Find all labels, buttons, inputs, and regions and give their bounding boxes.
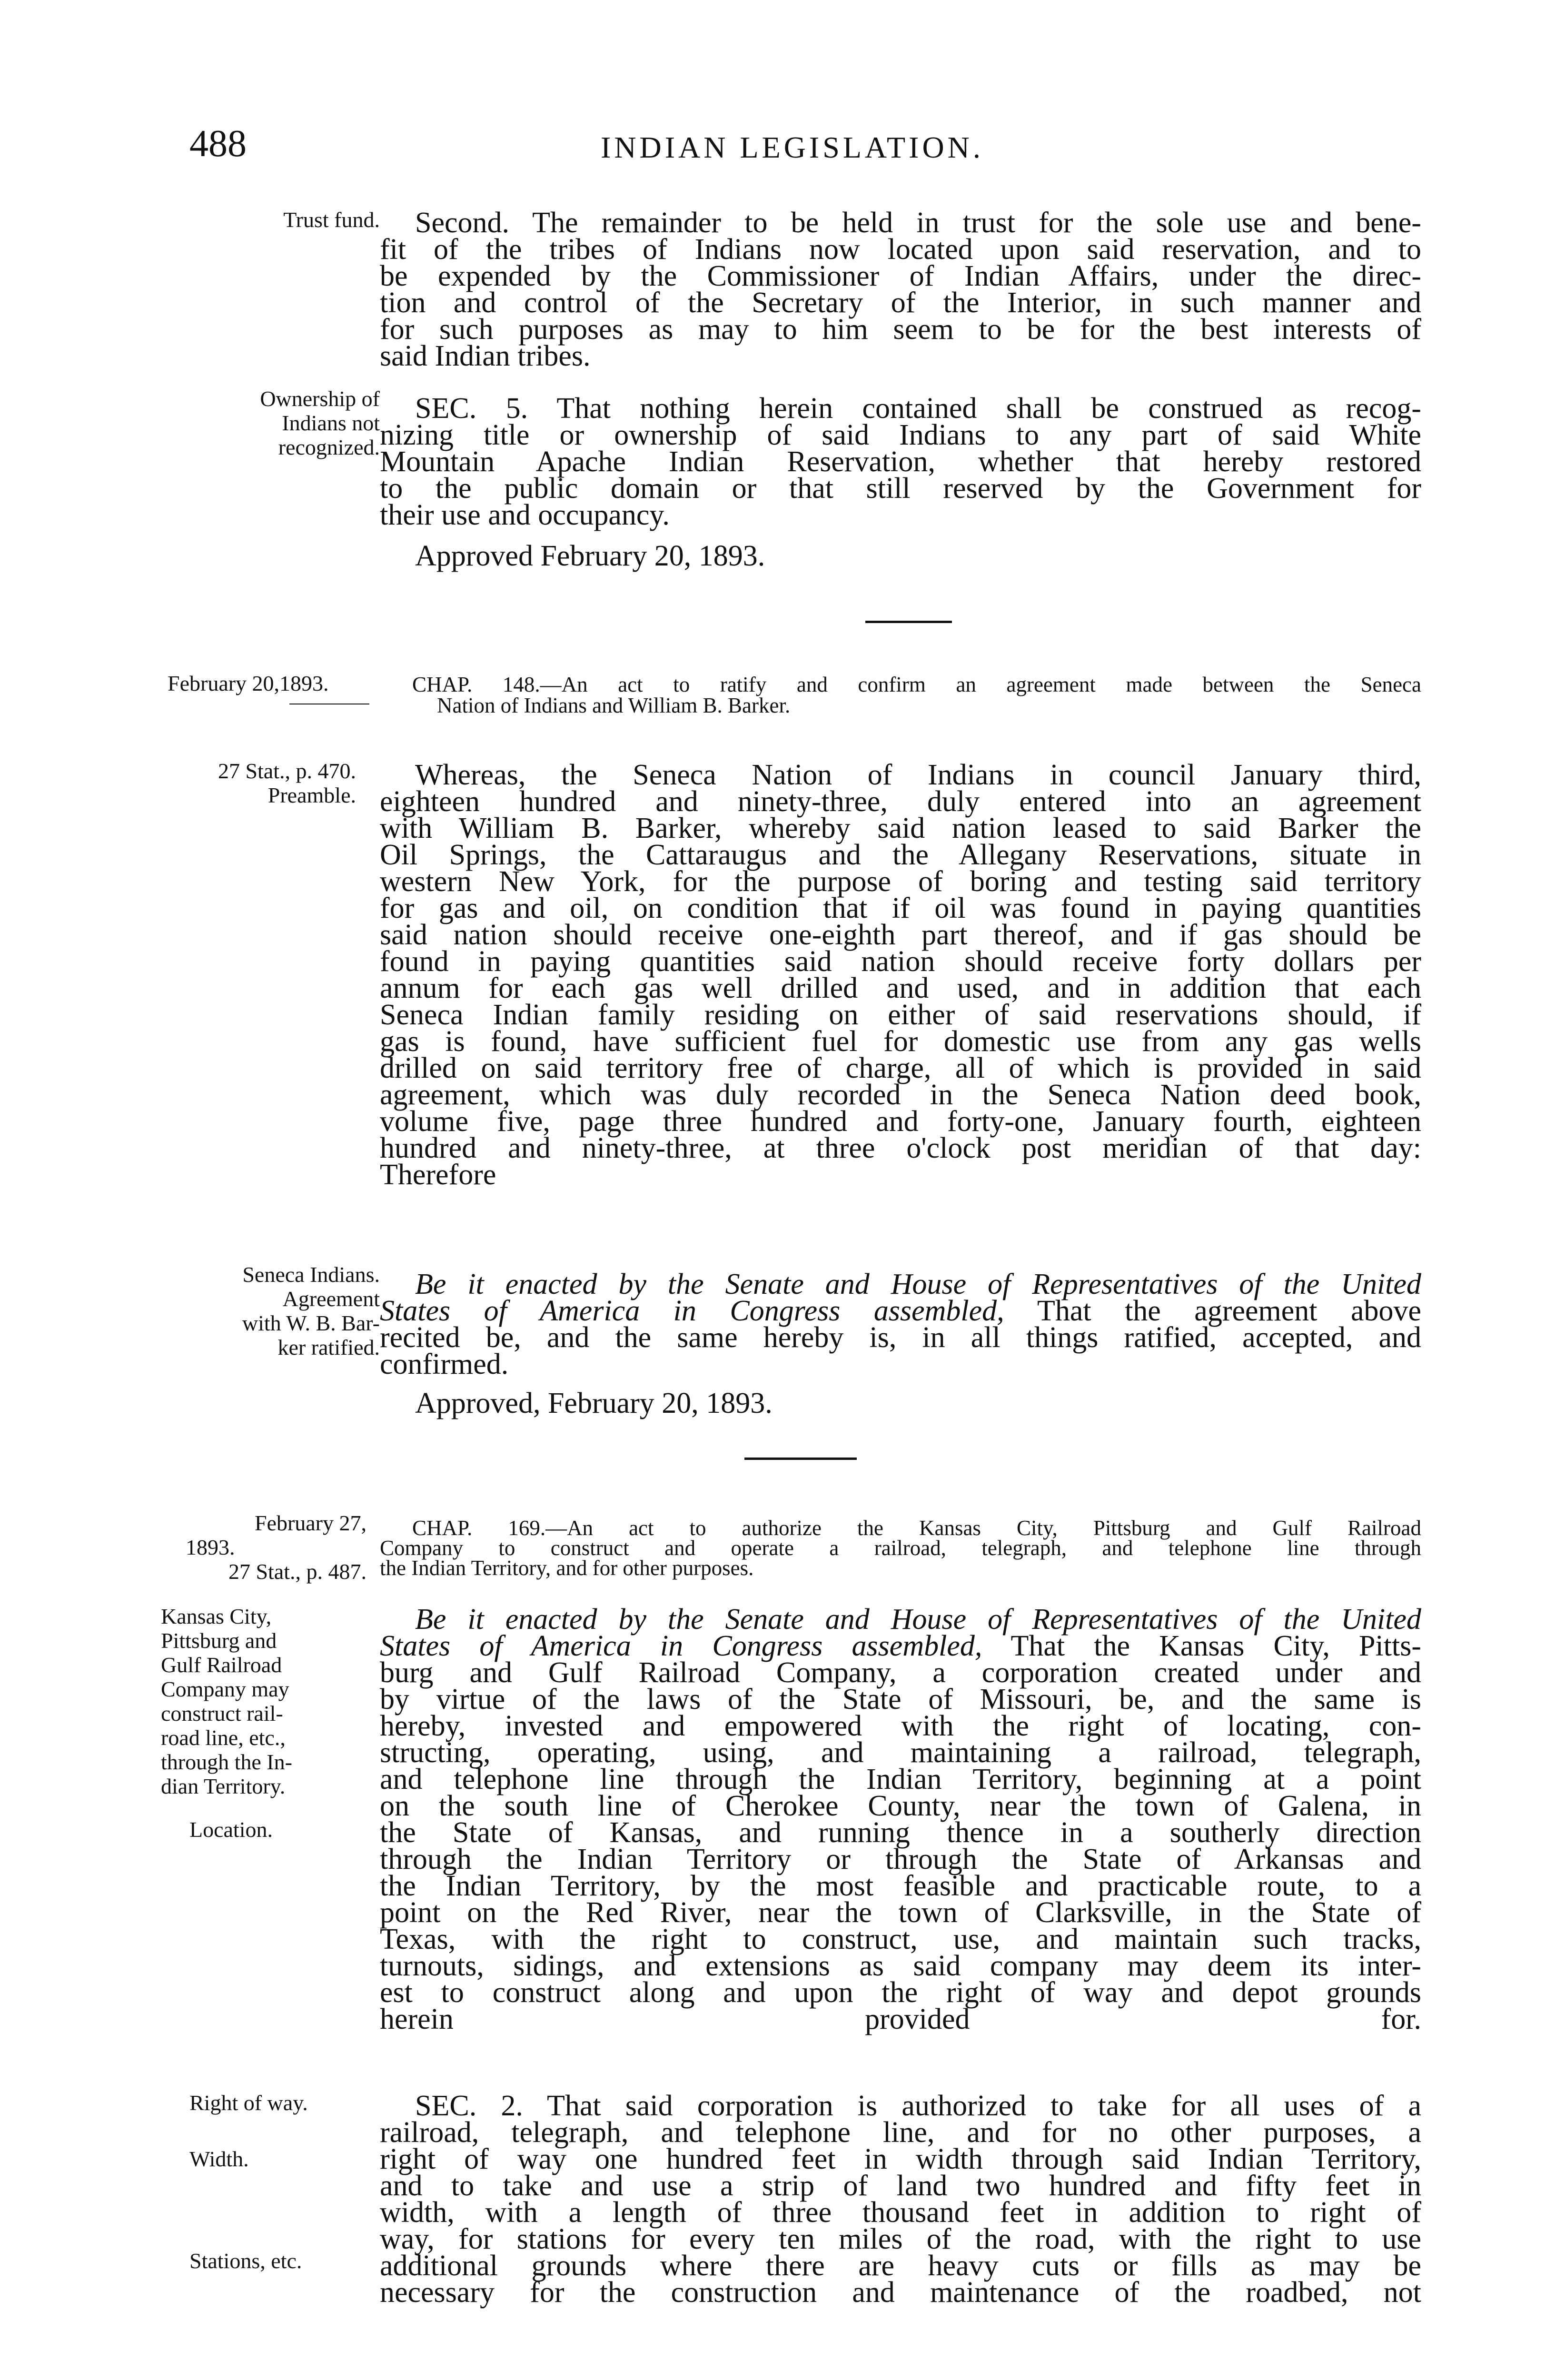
text-line: confirmed. <box>380 1348 509 1380</box>
section-divider <box>865 621 952 623</box>
chapter-title-line: Company to construct and operate a railroad, telegraph, and telephone line through <box>380 1536 1421 1560</box>
text-line: for such purposes as may to him seem to be for the best interests of <box>380 313 1421 346</box>
text-line: eighteen hundred and ninety-three, duly entered into an agreement <box>380 785 1421 818</box>
text-line: on the south line of Cherokee County, near the town of Galena, in <box>380 1790 1421 1822</box>
margin-date-chap169: February 27, 1893. 27 Stat., p. 487. <box>186 1511 366 1584</box>
text-line: said nation should receive one-eighth part thereof, and if gas should be <box>380 919 1421 951</box>
enacting-clause: Be it enacted by the Senate and House of Representatives of the United <box>415 1268 1421 1300</box>
text-line: burg and Gulf Railroad Company, a corporation created under and <box>380 1656 1421 1689</box>
margin-date-chap148: February 20,1893. <box>168 671 329 695</box>
approved-line: Approved February 20, 1893. <box>415 540 765 572</box>
text-line: nizing title or ownership of said Indians to any part of said White <box>380 419 1421 451</box>
text-line: the Indian Territory, by the most feasible and practicable route, to a <box>380 1870 1421 1902</box>
text-line: width, with a length of three thousand feet in addition to right of <box>380 2196 1421 2229</box>
text-line: hereby, invested and empowered with the right of locating, con- <box>380 1710 1421 1742</box>
running-title: INDIAN LEGISLATION. <box>601 130 984 164</box>
page-number: 488 <box>189 123 247 165</box>
text-line: Mountain Apache Indian Reservation, whether that hereby restored <box>380 446 1421 478</box>
text-line: way, for stations for every ten miles of the road, with the right to use <box>380 2223 1421 2255</box>
text-line: for gas and oil, on condition that if oil was found in paying quantities <box>380 892 1421 924</box>
section-divider <box>744 1458 857 1460</box>
margin-note-location: Location. <box>189 1817 273 1842</box>
text-line: agreement, which was duly recorded in the Seneca Nation deed book, <box>380 1079 1421 1111</box>
chapter-title-line: Nation of Indians and William B. Barker. <box>437 694 791 717</box>
text-line: western New York, for the purpose of boring and testing said territory <box>380 865 1421 898</box>
enacting-clause: States of America in Congress assembled, That the agreement above <box>380 1295 1421 1327</box>
margin-note-stations: Stations, etc. <box>189 2249 302 2273</box>
enacting-clause: Be it enacted by the Senate and House of Representatives of the United <box>415 1603 1421 1636</box>
text-line: Second. The remainder to be held in trust for the sole use and bene- <box>415 207 1421 239</box>
text-line: hundred and ninety-three, at three o'clock post meridian of that day: <box>380 1132 1421 1164</box>
margin-note-ownership: Ownership of Indians not recognized. <box>260 387 380 459</box>
text-line: herein provided for. <box>380 2003 1421 2035</box>
text-line: their use and occupancy. <box>380 499 670 531</box>
text-line: structing, operating, using, and maintaining a railroad, telegraph, <box>380 1736 1421 1769</box>
text-line: SEC. 5. That nothing herein contained shall be construed as recog- <box>415 392 1421 425</box>
text-line: to the public domain or that still reserved by the Government for <box>380 472 1421 505</box>
text-line: annum for each gas well drilled and used, and in addition that each <box>380 972 1421 1004</box>
text-line: right of way one hundred feet in width through said Indian Territory, <box>380 2143 1421 2175</box>
text-line: said Indian tribes. <box>380 340 591 372</box>
text-line: Texas, with the right to construct, use, and maintain such tracks, <box>380 1923 1421 1955</box>
enacting-clause: States of America in Congress assembled, That the Kansas City, Pitts- <box>380 1630 1421 1662</box>
text-line: turnouts, sidings, and extensions as said company may deem its inter- <box>380 1950 1421 1982</box>
text-line: railroad, telegraph, and telephone line, and for no other purposes, a <box>380 2116 1421 2149</box>
text-line: drilled on said territory free of charge, all of which is provided in said <box>380 1052 1421 1084</box>
text-line: tion and control of the Secretary of the Interior, in such manner and <box>380 287 1421 319</box>
chapter-title-line: CHAP. 148.—An act to ratify and confirm an agreement made between the Seneca <box>412 673 1421 696</box>
text-line: found in paying quantities said nation should receive forty dollars per <box>380 945 1421 978</box>
margin-note-kansas-city: Kansas City, Pittsburg and Gulf Railroad Company may construct rail- road line, etc., through the In- dian Territory. <box>161 1604 292 1798</box>
text-line: with William B. Barker, whereby said nation leased to said Barker the <box>380 812 1421 844</box>
margin-note-seneca: Seneca Indians. Agreement with W. B. Bar- ker ratified. <box>242 1262 380 1359</box>
text-line: necessary for the construction and maintenance of the roadbed, not <box>380 2276 1421 2309</box>
text-line: volume five, page three hundred and forty-one, January fourth, eighteen <box>380 1105 1421 1138</box>
chapter-title-line: CHAP. 169.—An act to authorize the Kansas City, Pittsburg and Gulf Railroad <box>412 1516 1421 1540</box>
text-line: recited be, and the same hereby is, in all things ratified, accepted, and <box>380 1321 1421 1354</box>
text-line: Whereas, the Seneca Nation of Indians in council January third, <box>415 759 1421 791</box>
text-line: fit of the tribes of Indians now located upon said reservation, and to <box>380 233 1421 266</box>
text-line: through the Indian Territory or through the State of Arkansas and <box>380 1843 1421 1875</box>
text-line: gas is found, have sufficient fuel for domestic use from any gas wells <box>380 1025 1421 1058</box>
margin-note-width: Width. <box>189 2147 249 2171</box>
margin-note-right-of-way: Right of way. <box>189 2091 308 2115</box>
text-line: Oil Springs, the Cattaraugus and the Allegany Reservations, situate in <box>380 839 1421 871</box>
text-line: Seneca Indian family residing on either of said reservations should, if <box>380 999 1421 1031</box>
chapter-title-line: the Indian Territory, and for other purposes. <box>380 1556 754 1580</box>
text-line: the State of Kansas, and running thence in a southerly direction <box>380 1816 1421 1849</box>
text-line: additional grounds where there are heavy cuts or fills as may be <box>380 2250 1421 2282</box>
text-line: and telephone line through the Indian Territory, beginning at a point <box>380 1763 1421 1795</box>
text-line: by virtue of the laws of the State of Missouri, be, and the same is <box>380 1683 1421 1716</box>
margin-note-trust-fund: Trust fund. <box>283 208 380 232</box>
text-line: point on the Red River, near the town of Clarksville, in the State of <box>380 1896 1421 1929</box>
text-line: est to construct along and upon the right of way and depot grounds <box>380 1976 1421 2009</box>
approved-line: Approved, February 20, 1893. <box>415 1387 773 1419</box>
margin-note-stat-preamble: 27 Stat., p. 470. Preamble. <box>218 759 356 807</box>
text-line: Therefore <box>380 1159 496 1191</box>
text-line: SEC. 2. That said corporation is authorized to take for all uses of a <box>415 2090 1421 2122</box>
text-line: be expended by the Commissioner of Indian Affairs, under the direc- <box>380 260 1421 292</box>
text-line: and to take and use a strip of land two hundred and fifty feet in <box>380 2170 1421 2202</box>
